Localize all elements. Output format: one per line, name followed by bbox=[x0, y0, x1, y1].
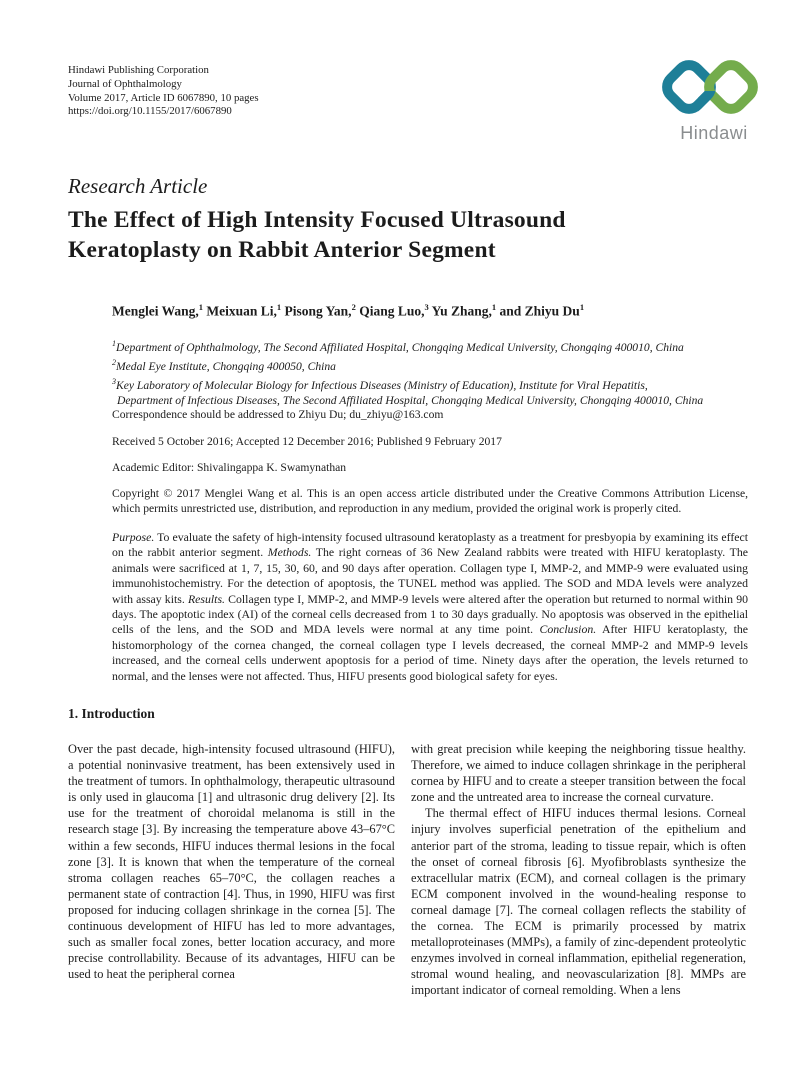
abstract-purpose: To evaluate the safety of high-intensity focused ultrasound keratoplasty as a treatment for presbyopia by examining its effect on the rabbit anterior segment. bbox=[112, 530, 748, 560]
author-superscript: 1 bbox=[198, 302, 204, 312]
author-superscript: 1 bbox=[276, 302, 282, 312]
affiliation-line: Department of Infectious Diseases, The Second Affiliated Hospital, Chongqing Medical University, Chongqing 400010, China bbox=[117, 393, 704, 407]
history-line: Received 5 October 2016; Accepted 12 December 2016; Published 9 February 2017 bbox=[112, 435, 502, 448]
intro-paragraph-1-continued: with great precision while keeping the neighboring tissue healthy. Therefore, we aimed to induce collagen shrinkage in the peripheral cornea by HIFU and to create a steeper transition between the focal zone and the untreated area to increase the corneal curvature. bbox=[411, 742, 746, 805]
author-name: and Zhiyu Du bbox=[496, 303, 580, 319]
affiliation-line: $^2$Medal Eye Institute, Chongqing 400050, China bbox=[112, 357, 336, 373]
author-name: Menglei Wang, bbox=[112, 303, 199, 319]
correspondence-line: Correspondence should be addressed to Zhiyu Du; du_zhiyu@163.com bbox=[112, 408, 444, 421]
publisher-block bbox=[68, 64, 259, 119]
intro-column-right bbox=[411, 741, 746, 999]
section-heading-introduction: 1. Introduction bbox=[68, 706, 155, 721]
abstract-text bbox=[112, 530, 748, 684]
email-link[interactable]: du_zhiyu@163.com bbox=[349, 408, 444, 421]
authors-line bbox=[112, 302, 584, 320]
author-name: Yu Zhang, bbox=[428, 303, 492, 319]
author-superscript: 3 bbox=[424, 302, 429, 312]
hindawi-logo bbox=[652, 56, 776, 144]
abstract-methods: The right corneas of 36 New Zealand rabbits were treated with HIFU keratoplasty. The animals were sacrificed at 1, 7, 15, 30, 60, and 90 days after operation. Collagen type I, MMP-2, and MMP-9 were evaluated using immunohistochemistry. For the detection of apoptosis, the TUNEL method was applied. The SOD and MDA levels were analyzed with assay kits. bbox=[112, 545, 748, 606]
author-name: Meixuan Li, bbox=[203, 303, 277, 319]
intro-paragraph-2: The thermal effect of HIFU induces thermal lesions. Corneal injury involves superficial penetration of the epithelium and anterior part of the stroma, leading to tissue repair, which is often the onset of corneal fibrosis [6]. Myofibroblasts synthesize the extracellular matrix (ECM), and corneal collagen is the primary ECM component involved in the wound-healing response to corneal damage [7]. The corneal collagen reflects the stability of the cornea. The ECM is primarily processed by matrix metalloproteinases (MMPs), a family of zinc-dependent proteolytic enzymes involved in corneal inflammation, epithelial regeneration, stromal wound healing, and neovascularization [8]. MMPs are important indicator of corneal remolding. When a lens bbox=[411, 806, 746, 998]
title-line-2: Keratoplasty on Rabbit Anterior Segment bbox=[68, 236, 496, 263]
abstract-results: Collagen type I, MMP-2, and MMP-9 levels were altered after the operation but returned to normal within 90 days. The apoptotic index (AI) of the corneal cells decreased from 1 to 30 days gradually. No apoptosis was observed in the epithelial cells of the lens, and the SOD and MDA levels were normal at any time point. bbox=[112, 591, 748, 637]
doi-link[interactable]: https://doi.org/10.1155/2017/6067890 bbox=[68, 105, 232, 118]
author-superscript: 1 bbox=[579, 302, 585, 312]
intro-paragraph-1: Over the past decade, high-intensity focused ultrasound (HIFU), a potential noninvasive treatment, has been extensively used in the treatment of tumors. In ophthalmology, therapeutic ultrasound is only used in glaucoma [1] and ultrasonic drug delivery [2]. Its use for the treatment of choroidal melanoma is still in the research stage [3]. By increasing the temperature above 43–67°C within a few seconds, HIFU induces thermal lesions in the focal zone [3]. It is known that when the temperature of the corneal stroma collagen reaches 65–70°C, the collagen reaches a permanent state of contraction [4]. Thus, in 1990, HIFU was first proposed for inducing collagen shrinkage in the cornea [5]. The continuous development of HIFU has led to more advantages, such as smaller focal zones, better location accuracy, and more precise controllability. Because of its advantages, HIFU can be used to heat the peripheral cornea bbox=[68, 742, 395, 982]
article-type: Research Article bbox=[68, 174, 208, 198]
author-name: Qiang Luo, bbox=[355, 303, 425, 319]
volume-line: Volume 2017, Article ID 6067890, 10 pages bbox=[68, 91, 259, 104]
abstract-methods-label: Methods. bbox=[267, 545, 312, 560]
author-superscript: 1 bbox=[491, 302, 497, 312]
abstract-results-label: Results. bbox=[187, 591, 225, 606]
affiliation-line: $^3$Key Laboratory of Molecular Biology for Infectious Diseases (Ministry of Education), Institute for Viral Hepatitis, bbox=[112, 376, 648, 392]
abstract-conclusion-label: Conclusion. bbox=[539, 622, 597, 637]
copyright-text: Copyright © 2017 Menglei Wang et al. This is an open access article distributed under the Creative Commons Attribution License, which permits unrestricted use, distribution, and reproduction in any medium, provided the original work is properly cited. bbox=[112, 487, 748, 516]
journal-name: Journal of Ophthalmology bbox=[68, 77, 182, 90]
editor-line: Academic Editor: Shivalingappa K. Swamynathan bbox=[112, 461, 347, 474]
publisher-line: Hindawi Publishing Corporation bbox=[68, 64, 209, 76]
affiliation-line: $^1$Department of Ophthalmology, The Second Affiliated Hospital, Chongqing Medical University, Chongqing 400010, China bbox=[112, 339, 684, 354]
abstract-purpose-label: Purpose. bbox=[112, 530, 155, 544]
title-line-1: The Effect of High Intensity Focused Ultrasound bbox=[68, 207, 566, 233]
page-title bbox=[68, 206, 566, 265]
logo-wordmark: Hindawi bbox=[680, 123, 748, 143]
intro-column-left bbox=[68, 741, 395, 982]
author-name: Pisong Yan, bbox=[281, 303, 352, 319]
hindawi-logo-icon bbox=[662, 56, 766, 122]
affiliations bbox=[112, 336, 703, 408]
abstract-conclusion: After HIFU keratoplasty, the histomorphology of the cornea changed, the corneal collagen type I levels decreased, the corneal MMP-2 and MMP-9 levels increased, and the corneal cells underwent apoptosis for a period of time. Ninety days after the operation, the levels returned to normal, and the lenses were not affected. Thus, HIFU presents good biological safety for eyes. bbox=[112, 622, 749, 683]
author-superscript: 2 bbox=[351, 302, 356, 312]
